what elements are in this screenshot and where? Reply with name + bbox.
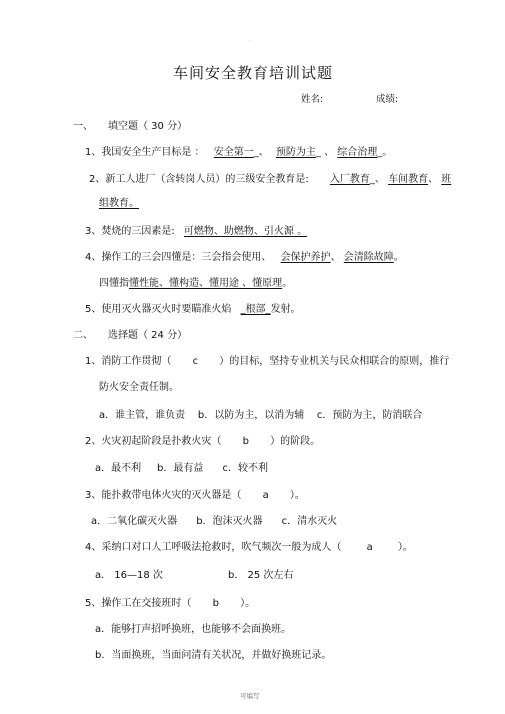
section2-title: 选择题（ 24 分）	[108, 330, 188, 341]
answer-blank: 入厂教育	[329, 174, 370, 185]
question-2-1	[85, 352, 449, 367]
question-1-2-continuation: 组教育。	[99, 198, 139, 209]
answer-blank: 综合治理	[337, 147, 378, 158]
answer-blank: 安全第一	[213, 147, 254, 158]
section2-number: 二、	[73, 330, 93, 341]
header-dot: .	[249, 36, 251, 43]
question-text: 5、操作工在交接班时（	[85, 598, 192, 609]
question-text: 1、我国安全生产目标是 ：	[85, 147, 205, 158]
question-text: 3、能扑救带电体火灾的灭火器是（	[85, 490, 242, 501]
question-text: 1、消防工作贯彻（	[85, 356, 172, 367]
answer-blank: 会保护养护	[280, 252, 331, 263]
answer-blank: 预防为主	[275, 147, 316, 158]
question-2-4-option-b: b． 25 次左右	[228, 570, 294, 581]
page-title: 车间安全教育培训试题	[173, 64, 334, 82]
answer-blank: 懂性能、懂构造、懂用途 、懂原理	[129, 278, 283, 289]
separator: 。	[393, 252, 404, 263]
question-2-5-option-a: a．能够打声招呼换班，也能够不会面换班。	[95, 624, 292, 635]
question-text: ）。	[240, 598, 256, 609]
question-text: ）的目标，坚持专业机关与民众相联合的原则，推行	[219, 356, 450, 367]
answer-blank: 可燃物、助燃物、引火源 。	[183, 226, 308, 237]
question-text: 四懂指	[99, 278, 129, 289]
separator: _ 、	[315, 147, 335, 158]
question-text: 4、操作工的三会四懂是：三会指会使用、	[85, 252, 272, 263]
question-text: 3、焚烧的三因素是:	[85, 226, 175, 237]
question-2-5-option-b: b．当面换班，当面问清有关状况，并做好换班记录。	[95, 650, 332, 661]
question-2-1-options: a．谁主管，谁负责 b．以防为主，以消为辅 c．预防为主，防消联合	[99, 410, 423, 421]
question-text: 4、采纳口对口人工呼吸法抢救时，吹气频次一般为成人（	[85, 542, 342, 553]
answer-blank: 班	[441, 174, 452, 185]
question-text: 2、火灾初起阶段是扑救火灾（	[85, 436, 222, 447]
question-text: 发射。	[270, 304, 301, 315]
name-label: 姓名:	[301, 94, 324, 105]
question-2-5	[85, 594, 255, 609]
answer-choice: a	[262, 490, 269, 501]
question-1-4-continuation	[99, 274, 292, 289]
question-text: ）。	[397, 542, 413, 553]
question-2-3	[85, 486, 305, 501]
answer-choice: c	[192, 356, 199, 367]
separator: 、	[428, 174, 439, 185]
answer-choice: b	[212, 598, 219, 609]
score-label: 成绩:	[376, 94, 399, 105]
question-2-4-option-a: a． 16—18 次	[95, 570, 163, 581]
question-2-3-options: a．二氧化碳灭火器 b．泡沫灭火器 c．清水灭火	[91, 516, 338, 527]
question-text: ）的阶段。	[270, 436, 321, 447]
page-footer: 可编写	[240, 692, 260, 700]
separator: 、	[330, 252, 341, 263]
question-text: 2、新工人进厂（含转岗人员）的三级安全教育是:	[89, 174, 309, 185]
answer-choice: b	[242, 436, 249, 447]
separator: _、	[369, 174, 385, 185]
question-1-5	[85, 300, 301, 315]
answer-blank: _根部_	[240, 304, 271, 315]
question-text: ）。	[289, 490, 305, 501]
question-2-2	[85, 432, 320, 447]
separator: _、	[253, 147, 269, 158]
question-1-3	[85, 222, 307, 237]
section1-title: 填空题（ 30 分）	[108, 121, 188, 132]
separator: 。	[282, 278, 293, 289]
question-1-1	[85, 143, 392, 158]
answer-choice: a	[366, 542, 373, 553]
question-1-2	[89, 170, 451, 185]
section1-number: 一、	[73, 121, 93, 132]
question-2-4	[85, 538, 413, 553]
question-2-1-continuation: 防火安全责任制。	[99, 382, 179, 393]
question-2-2-options: a．最不利 b．最有益 c．较不利	[95, 463, 268, 474]
answer-blank: 车间教育	[388, 174, 429, 185]
answer-blank: 会清除故障	[343, 252, 394, 263]
separator: _。	[377, 147, 393, 158]
question-text: 5、使用灭火器灭火时要瞄准火焰	[85, 304, 232, 315]
question-1-4	[85, 248, 404, 263]
